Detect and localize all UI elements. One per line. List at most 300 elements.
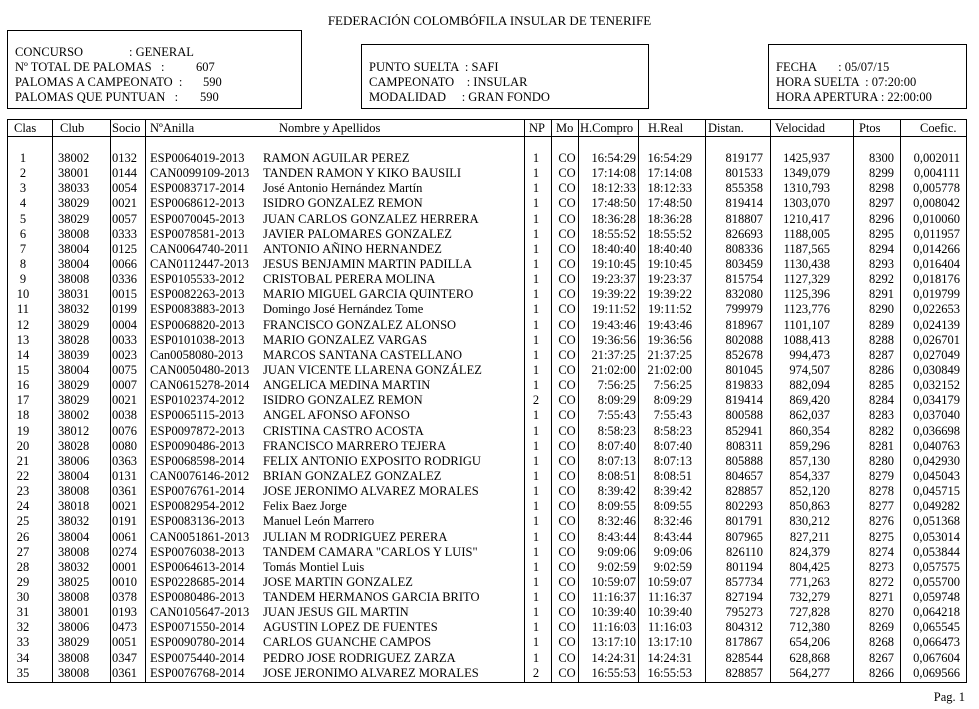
cell-velocidad: 869,420 [789, 393, 830, 408]
cell-np: 1 [532, 574, 540, 589]
cell-club: 38029 [58, 393, 90, 408]
cell-nombre: JESUS BENJAMIN MARTIN PADILLA [263, 256, 472, 271]
table-column-divider [52, 119, 53, 683]
cell-clas: 27 [16, 544, 30, 559]
cell-h-compro: 8:07:13 [597, 453, 636, 468]
cell-clas: 15 [16, 362, 30, 377]
cell-np: 1 [532, 453, 540, 468]
cell-anilla: CAN0112447-2013 [150, 256, 249, 271]
cell-nombre: JOSE MARTIN GONZALEZ [263, 574, 413, 589]
cell-mo: CO [558, 499, 576, 514]
cell-distancia: 808311 [725, 438, 763, 453]
cell-club: 38008 [58, 590, 90, 605]
table-column-divider [551, 119, 552, 683]
cell-clas: 5 [19, 211, 27, 226]
cell-nombre: Tomás Montiel Luis [263, 559, 365, 574]
column-header-np: NP [529, 121, 545, 135]
cell-anilla: ESP0102374-2012 [150, 393, 245, 408]
cell-ptos: 8276 [869, 514, 894, 529]
cell-velocidad: 827,211 [789, 529, 830, 544]
cell-velocidad: 628,868 [789, 650, 830, 665]
cell-ptos: 8275 [869, 529, 894, 544]
cell-nombre: PEDRO JOSE RODRIGUEZ ZARZA [263, 650, 456, 665]
cell-velocidad: 1088,413 [783, 332, 830, 347]
cell-club: 38008 [58, 665, 90, 680]
palomas-campeonato-label: PALOMAS A CAMPEONATO : [15, 75, 183, 89]
cell-anilla: ESP0090486-2013 [150, 438, 245, 453]
cell-h-real: 7:56:25 [653, 378, 692, 393]
cell-h-real: 14:24:31 [647, 650, 692, 665]
cell-socio: 0125 [112, 241, 137, 256]
cell-h-compro: 16:54:29 [591, 151, 636, 165]
cell-nombre: TANDEN RAMON Y KIKO BAUSILI [263, 166, 462, 181]
cell-clas: 22 [16, 468, 30, 483]
cell-coeficiente: 0,005778 [913, 181, 960, 196]
cell-h-compro: 10:59:07 [591, 574, 636, 589]
cell-h-real: 8:43:44 [653, 529, 692, 544]
cell-ptos: 8297 [869, 196, 894, 211]
cell-distancia: 804657 [725, 468, 763, 483]
cell-ptos: 8279 [869, 468, 894, 483]
cell-distancia: 832080 [725, 287, 763, 302]
cell-coeficiente: 0,032152 [913, 378, 960, 393]
cell-velocidad: 824,379 [789, 544, 830, 559]
cell-socio: 0363 [112, 453, 137, 468]
cell-ptos: 8277 [869, 499, 894, 514]
cell-velocidad: 857,130 [789, 453, 830, 468]
cell-anilla: ESP0083883-2013 [150, 302, 245, 317]
cell-mo: CO [558, 635, 576, 650]
page-number: Pag. 1 [933, 690, 965, 704]
cell-socio: 0193 [112, 605, 137, 620]
cell-velocidad: 850,863 [789, 499, 830, 514]
cell-velocidad: 1187,565 [783, 241, 830, 256]
cell-distancia: 828544 [725, 650, 763, 665]
cell-velocidad: 804,425 [789, 559, 830, 574]
cell-np: 1 [532, 241, 540, 256]
cell-anilla: ESP0068820-2013 [150, 317, 245, 332]
cell-mo: CO [558, 650, 576, 665]
cell-h-compro: 10:39:40 [591, 605, 636, 620]
cell-anilla: CAN0064740-2011 [150, 241, 249, 256]
cell-distancia: 819414 [725, 393, 763, 408]
cell-ptos: 8267 [869, 650, 894, 665]
cell-h-compro: 19:36:56 [591, 332, 636, 347]
cell-nombre: Felix Baez Jorge [263, 499, 347, 514]
cell-mo: CO [558, 393, 576, 408]
cell-velocidad: 862,037 [789, 408, 830, 423]
cell-anilla: ESP0228685-2014 [150, 574, 245, 589]
cell-velocidad: 1310,793 [783, 181, 830, 196]
cell-coeficiente: 0,055700 [913, 574, 960, 589]
cell-h-real: 19:43:46 [647, 317, 692, 332]
cell-socio: 0021 [112, 499, 137, 514]
cell-mo: CO [558, 302, 576, 317]
cell-clas: 21 [16, 453, 30, 468]
cell-h-real: 8:07:40 [653, 438, 692, 453]
cell-club: 38028 [58, 438, 90, 453]
cell-ptos: 8266 [869, 665, 894, 680]
cell-velocidad: 1425,937 [783, 151, 830, 165]
cell-h-real: 8:32:46 [653, 514, 692, 529]
cell-anilla: ESP0064019-2013 [150, 151, 245, 165]
cell-clas: 24 [16, 499, 30, 514]
cell-h-compro: 11:16:03 [592, 620, 636, 635]
cell-socio: 0132 [112, 151, 137, 165]
cell-club: 38032 [58, 302, 90, 317]
cell-anilla: ESP0071550-2014 [150, 620, 245, 635]
column-header-ptos: Ptos [859, 121, 881, 135]
cell-nombre: FELIX ANTONIO EXPOSITO RODRIGU [263, 453, 481, 468]
cell-h-compro: 19:43:46 [591, 317, 636, 332]
cell-np: 1 [532, 438, 540, 453]
cell-socio: 0199 [112, 302, 137, 317]
cell-clas: 20 [16, 438, 30, 453]
cell-ptos: 8298 [869, 181, 894, 196]
cell-h-real: 10:39:40 [647, 605, 692, 620]
cell-nombre: ISIDRO GONZALEZ REMON [263, 393, 423, 408]
cell-nombre: JAVIER PALOMARES GONZALEZ [263, 226, 452, 241]
cell-ptos: 8299 [869, 166, 894, 181]
cell-h-real: 18:36:28 [647, 211, 692, 226]
table-column-divider [145, 119, 146, 683]
cell-mo: CO [558, 438, 576, 453]
cell-club: 38004 [58, 256, 90, 271]
cell-mo: CO [558, 347, 576, 362]
cell-velocidad: 994,473 [789, 347, 830, 362]
cell-distancia: 807965 [725, 529, 763, 544]
cell-club: 38031 [58, 287, 90, 302]
cell-clas: 32 [16, 620, 30, 635]
cell-h-real: 8:58:23 [653, 423, 692, 438]
cell-coeficiente: 0,008042 [913, 196, 960, 211]
cell-velocidad: 882,094 [789, 378, 830, 393]
cell-h-real: 8:08:51 [653, 468, 692, 483]
cell-h-compro: 19:23:37 [591, 272, 636, 287]
cell-np: 1 [532, 408, 540, 423]
document-title: FEDERACIÓN COLOMBÓFILA INSULAR DE TENERIFE [327, 13, 652, 28]
cell-club: 38008 [58, 544, 90, 559]
cell-np: 1 [532, 151, 540, 165]
cell-anilla: CAN0076146-2012 [150, 468, 250, 483]
cell-nombre: CRISTINA CASTRO ACOSTA [263, 423, 424, 438]
cell-h-real: 18:12:33 [647, 181, 692, 196]
cell-h-compro: 21:02:00 [591, 362, 636, 377]
cell-distancia: 795273 [725, 605, 763, 620]
cell-nombre: ANGEL AFONSO AFONSO [263, 408, 410, 423]
cell-mo: CO [558, 256, 576, 271]
cell-velocidad: 654,206 [789, 635, 830, 650]
cell-h-compro: 8:58:23 [597, 423, 636, 438]
cell-clas: 33 [16, 635, 30, 650]
cell-socio: 0038 [112, 408, 137, 423]
cell-distancia: 801791 [725, 514, 763, 529]
cell-ptos: 8271 [869, 590, 894, 605]
cell-clas: 6 [19, 226, 27, 241]
cell-socio: 0021 [112, 393, 137, 408]
cell-ptos: 8283 [869, 408, 894, 423]
cell-club: 38029 [58, 635, 90, 650]
cell-velocidad: 1127,329 [783, 272, 830, 287]
cell-coeficiente: 0,040763 [913, 438, 960, 453]
cell-nombre: MARCOS SANTANA CASTELLANO [263, 347, 463, 362]
cell-mo: CO [558, 468, 576, 483]
cell-club: 38029 [58, 378, 90, 393]
column-header-clas: Clas [14, 121, 37, 135]
cell-h-real: 11:16:03 [648, 620, 692, 635]
cell-anilla: CAN0050480-2013 [150, 362, 250, 377]
cell-distancia: 818967 [725, 317, 763, 332]
cell-mo: CO [558, 317, 576, 332]
cell-club: 38004 [58, 241, 90, 256]
hora-apertura: HORA APERTURA : 22:00:00 [776, 90, 932, 104]
cell-nombre: MARIO GONZALEZ VARGAS [263, 332, 428, 347]
cell-distancia: 819833 [725, 378, 763, 393]
cell-mo: CO [558, 529, 576, 544]
cell-clas: 9 [19, 272, 27, 287]
cell-distancia: 802088 [725, 332, 763, 347]
cell-h-real: 19:39:22 [647, 287, 692, 302]
cell-socio: 0473 [112, 620, 137, 635]
cell-anilla: ESP0097872-2013 [150, 423, 245, 438]
cell-np: 1 [532, 499, 540, 514]
cell-ptos: 8268 [869, 635, 894, 650]
cell-h-compro: 8:32:46 [597, 514, 636, 529]
cell-clas: 1 [19, 151, 27, 165]
cell-club: 38006 [58, 620, 90, 635]
cell-h-real: 9:02:59 [653, 559, 692, 574]
cell-nombre: FRANCISCO MARRERO TEJERA [263, 438, 447, 453]
cell-coeficiente: 0,014266 [913, 241, 960, 256]
cell-coeficiente: 0,034179 [913, 393, 960, 408]
cell-anilla: ESP0101038-2013 [150, 332, 245, 347]
cell-h-compro: 8:07:40 [597, 438, 636, 453]
cell-distancia: 817867 [725, 635, 763, 650]
cell-np: 1 [532, 544, 540, 559]
cell-anilla: ESP0068612-2013 [150, 196, 245, 211]
cell-mo: CO [558, 287, 576, 302]
cell-h-compro: 18:40:40 [591, 241, 636, 256]
cell-np: 1 [532, 605, 540, 620]
cell-ptos: 8284 [869, 393, 894, 408]
column-header-club: Club [60, 121, 85, 135]
cell-nombre: CRISTOBAL PERERA MOLINA [263, 272, 436, 287]
cell-distancia: 819177 [725, 151, 763, 165]
cell-mo: CO [558, 196, 576, 211]
cell-clas: 30 [16, 590, 30, 605]
cell-socio: 0015 [112, 287, 137, 302]
cell-clas: 28 [16, 559, 30, 574]
cell-h-real: 17:14:08 [647, 166, 692, 181]
cell-h-compro: 7:55:43 [597, 408, 636, 423]
column-header-socio: Socio [112, 121, 141, 135]
cell-distancia: 827194 [725, 590, 763, 605]
release-info-box [361, 44, 649, 109]
cell-coeficiente: 0,027049 [913, 347, 960, 362]
cell-ptos: 8289 [869, 317, 894, 332]
cell-mo: CO [558, 453, 576, 468]
cell-mo: CO [558, 241, 576, 256]
cell-clas: 10 [16, 287, 30, 302]
cell-velocidad: 1303,070 [783, 196, 830, 211]
cell-distancia: 852941 [725, 423, 763, 438]
cell-ptos: 8280 [869, 453, 894, 468]
cell-coeficiente: 0,065545 [913, 620, 960, 635]
cell-socio: 0066 [112, 256, 137, 271]
cell-mo: CO [558, 484, 576, 499]
cell-mo: CO [558, 211, 576, 226]
cell-np: 1 [532, 620, 540, 635]
cell-anilla: CAN0105647-2013 [150, 605, 250, 620]
cell-np: 1 [532, 181, 540, 196]
cell-distancia: 801194 [725, 559, 763, 574]
cell-anilla: ESP0070045-2013 [150, 211, 245, 226]
cell-anilla: ESP0082263-2013 [150, 287, 245, 302]
cell-np: 1 [532, 166, 540, 181]
cell-nombre: BRIAN GONZALEZ GONZALEZ [263, 468, 442, 483]
cell-velocidad: 852,120 [789, 484, 830, 499]
cell-coeficiente: 0,016404 [913, 256, 960, 271]
cell-mo: CO [558, 559, 576, 574]
cell-ptos: 8295 [869, 226, 894, 241]
cell-mo: CO [558, 226, 576, 241]
cell-h-compro: 8:43:44 [597, 529, 636, 544]
cell-ptos: 8270 [869, 605, 894, 620]
cell-distancia: 857734 [725, 574, 763, 589]
cell-velocidad: 974,507 [789, 362, 830, 377]
cell-ptos: 8269 [869, 620, 894, 635]
cell-coeficiente: 0,059748 [913, 590, 960, 605]
cell-mo: CO [558, 166, 576, 181]
cell-socio: 0033 [112, 332, 137, 347]
hora-suelta: HORA SUELTA : 07:20:00 [776, 75, 917, 89]
total-palomas-label: Nº TOTAL DE PALOMAS : [15, 60, 165, 74]
cell-coeficiente: 0,057575 [913, 559, 960, 574]
cell-socio: 0051 [112, 635, 137, 650]
cell-club: 38032 [58, 559, 90, 574]
cell-ptos: 8272 [869, 574, 894, 589]
cell-mo: CO [558, 332, 576, 347]
cell-velocidad: 1125,396 [783, 287, 830, 302]
cell-club: 38008 [58, 272, 90, 287]
cell-club: 38032 [58, 514, 90, 529]
cell-mo: CO [558, 423, 576, 438]
cell-socio: 0361 [112, 665, 137, 680]
cell-nombre: MARIO MIGUEL GARCIA QUINTERO [263, 287, 474, 302]
cell-distancia: 803459 [725, 256, 763, 271]
cell-h-real: 8:09:55 [653, 499, 692, 514]
cell-coeficiente: 0,002011 [913, 151, 960, 165]
cell-distancia: 855358 [725, 181, 763, 196]
cell-mo: CO [558, 378, 576, 393]
cell-anilla: ESP0076768-2014 [150, 665, 245, 680]
cell-velocidad: 712,380 [789, 620, 830, 635]
cell-clas: 16 [16, 378, 30, 393]
cell-ptos: 8273 [869, 559, 894, 574]
modalidad: MODALIDAD : GRAN FONDO [369, 90, 550, 104]
column-header-coeficiente: Coefic. [920, 121, 957, 135]
cell-clas: 18 [16, 408, 30, 423]
cell-clas: 19 [16, 423, 30, 438]
campeonato: CAMPEONATO : INSULAR [369, 75, 528, 89]
cell-distancia: 808336 [725, 241, 763, 256]
cell-clas: 23 [16, 484, 30, 499]
cell-clas: 17 [16, 393, 30, 408]
cell-socio: 0010 [112, 574, 137, 589]
cell-socio: 0336 [112, 272, 137, 287]
cell-anilla: CAN0099109-2013 [150, 166, 250, 181]
cell-anilla: CAN0051861-2013 [150, 529, 250, 544]
cell-h-compro: 8:09:29 [597, 393, 636, 408]
cell-ptos: 8292 [869, 272, 894, 287]
cell-h-real: 11:16:37 [648, 590, 692, 605]
cell-clas: 25 [16, 514, 30, 529]
cell-clas: 29 [16, 574, 30, 589]
cell-coeficiente: 0,022653 [913, 302, 960, 317]
cell-velocidad: 732,279 [789, 590, 830, 605]
column-header-mo: Mo [556, 121, 574, 135]
cell-anilla: ESP0105533-2012 [150, 272, 245, 287]
cell-socio: 0131 [112, 468, 137, 483]
cell-clas: 34 [16, 650, 30, 665]
cell-club: 38001 [58, 166, 90, 181]
cell-anilla: Can0058080-2013 [150, 347, 244, 362]
cell-socio: 0075 [112, 362, 137, 377]
cell-h-compro: 17:14:08 [591, 166, 636, 181]
cell-distancia: 799979 [725, 302, 763, 317]
cell-nombre: JUAN JESUS GIL MARTIN [263, 605, 409, 620]
cell-coeficiente: 0,036698 [913, 423, 960, 438]
cell-np: 1 [532, 514, 540, 529]
cell-np: 1 [532, 196, 540, 211]
cell-np: 1 [532, 317, 540, 332]
total-palomas-value: 607 [196, 60, 215, 74]
cell-anilla: ESP0078581-2013 [150, 226, 245, 241]
cell-np: 1 [532, 590, 540, 605]
cell-velocidad: 1123,776 [783, 302, 830, 317]
cell-clas: 26 [16, 529, 30, 544]
cell-mo: CO [558, 362, 576, 377]
cell-mo: CO [558, 181, 576, 196]
cell-club: 38004 [58, 362, 90, 377]
cell-socio: 0023 [112, 347, 137, 362]
cell-velocidad: 1130,438 [783, 256, 830, 271]
table-header-divider [7, 136, 967, 137]
cell-h-compro: 18:36:28 [591, 211, 636, 226]
cell-club: 38004 [58, 529, 90, 544]
cell-socio: 0274 [112, 544, 137, 559]
cell-nombre: CARLOS GUANCHE CAMPOS [263, 635, 432, 650]
cell-socio: 0144 [112, 166, 137, 181]
cell-coeficiente: 0,053844 [913, 544, 960, 559]
cell-club: 38002 [58, 151, 90, 165]
cell-velocidad: 854,337 [789, 468, 830, 483]
cell-h-compro: 21:37:25 [591, 347, 636, 362]
cell-distancia: 828857 [725, 484, 763, 499]
cell-distancia: 804312 [725, 620, 763, 635]
cell-velocidad: 860,354 [789, 423, 830, 438]
cell-h-real: 19:36:56 [647, 332, 692, 347]
cell-mo: CO [558, 408, 576, 423]
cell-socio: 0004 [112, 317, 137, 332]
cell-ptos: 8288 [869, 332, 894, 347]
cell-coeficiente: 0,037040 [913, 408, 960, 423]
cell-ptos: 8293 [869, 256, 894, 271]
cell-club: 38002 [58, 408, 90, 423]
cell-coeficiente: 0,064218 [913, 605, 960, 620]
cell-anilla: CAN0615278-2014 [150, 378, 250, 393]
cell-coeficiente: 0,042930 [913, 453, 960, 468]
